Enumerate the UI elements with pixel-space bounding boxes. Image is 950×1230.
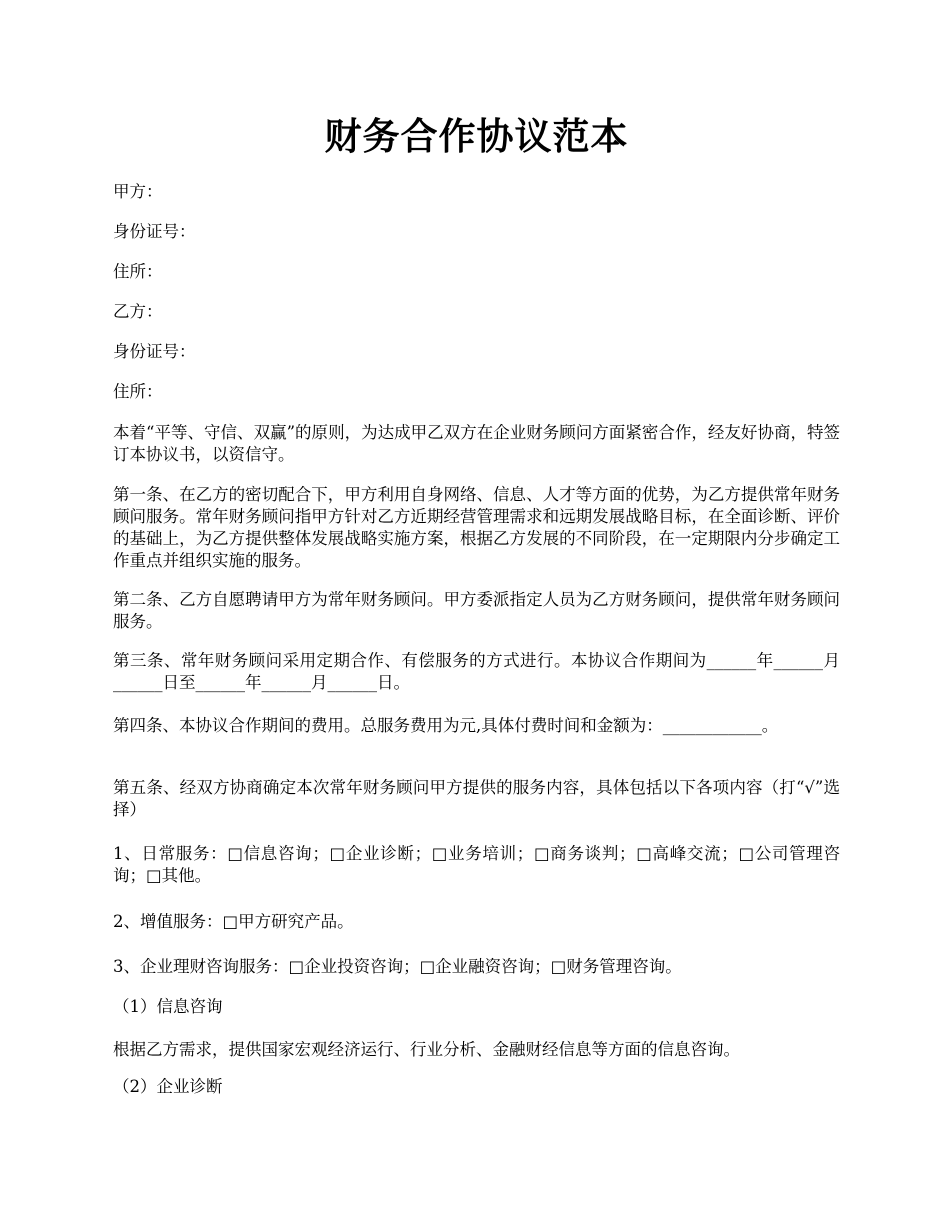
document-title: 财务合作协议范本 <box>324 114 629 158</box>
party-b-label: 乙方： <box>113 302 163 321</box>
party-b-address-label: 住所： <box>113 382 163 401</box>
service-item-1: 1、日常服务：□信息咨询；□企业诊断；□业务培训；□商务谈判；□高峰交流；□公司管理咨询；□其他。 <box>113 844 840 885</box>
preamble-paragraph: 本着“平等、守信、双赢”的原则，为达成甲乙双方在企业财务顾问方面紧密合作，经友好协商，特签订本协议书，以资信守。 <box>113 423 840 464</box>
subsection-2-heading: （2）企业诊断 <box>113 1077 223 1096</box>
party-a-id-label: 身份证号： <box>113 222 196 241</box>
subsection-1-heading: （1）信息咨询 <box>113 997 223 1016</box>
subsection-1-body: 根据乙方需求，提供国家宏观经济运行、行业分析、金融财经信息等方面的信息咨询。 <box>113 1040 740 1059</box>
article-3-paragraph: 第三条、常年财务顾问采用定期合作、有偿服务的方式进行。本协议合作期间为______年______月______日至______年______月______日。 <box>113 651 840 692</box>
service-item-2: 2、增值服务：□甲方研究产品。 <box>113 912 354 931</box>
article-1-paragraph: 第一条、在乙方的密切配合下，甲方利用自身网络、信息、人才等方面的优势，为乙方提供常年财务顾问服务。常年财务顾问指甲方针对乙方近期经营管理需求和远期发展战略目标，在全面诊断、评价的基础上，为乙方提供整体发展战略实施方案，根据乙方发展的不同阶段，在一定期限内分步确定工作重点并组织实施的服务。 <box>113 485 840 570</box>
party-a-label: 甲方： <box>113 182 163 201</box>
party-b-id-label: 身份证号： <box>113 342 196 361</box>
article-2-paragraph: 第二条、乙方自愿聘请甲方为常年财务顾问。甲方委派指定人员为乙方财务顾问，提供常年财务顾问服务。 <box>113 590 840 631</box>
article-5-paragraph: 第五条、经双方协商确定本次常年财务顾问甲方提供的服务内容，具体包括以下各项内容（打“√”选择） <box>113 778 840 819</box>
article-4-paragraph: 第四条、本协议合作期间的费用。总服务费用为元,具体付费时间和金额为：____________。 <box>113 716 779 735</box>
party-a-address-label: 住所： <box>113 262 163 281</box>
service-item-3: 3、企业理财咨询服务：□企业投资咨询；□企业融资咨询；□财务管理咨询。 <box>113 957 682 976</box>
